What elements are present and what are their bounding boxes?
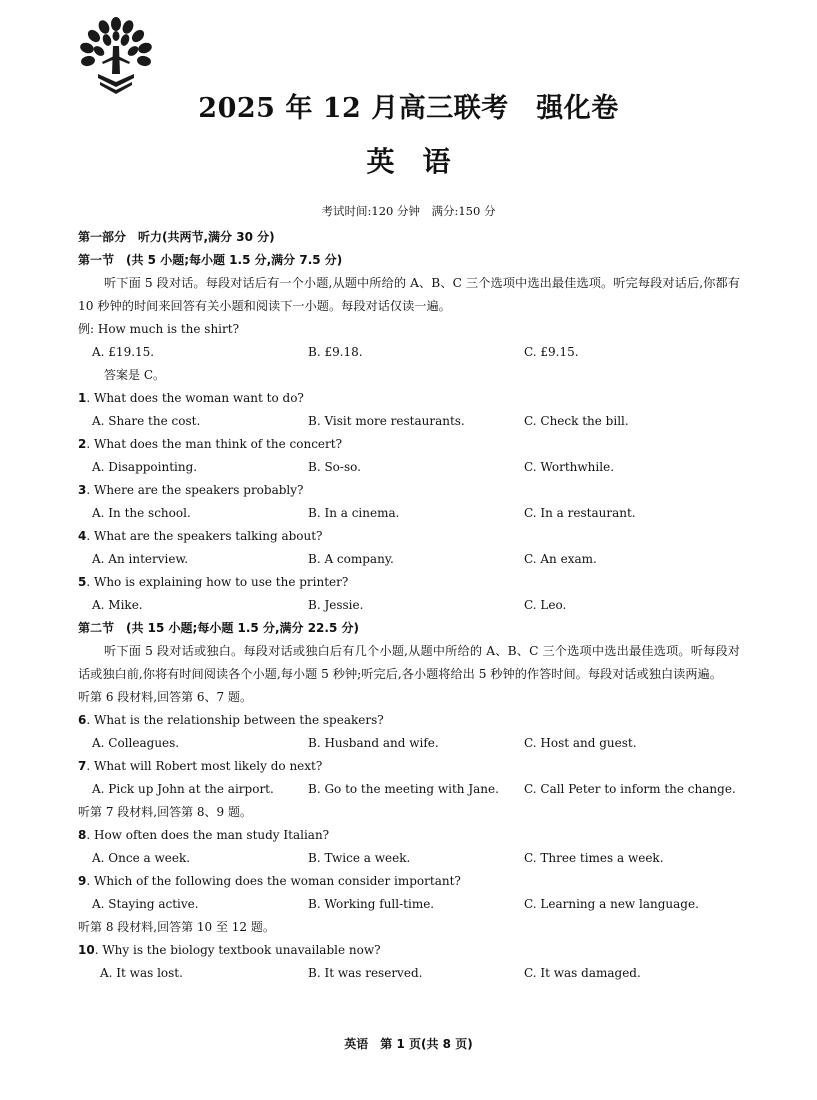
- question-9: [78, 870, 740, 893]
- option-c: C. £9.15.: [524, 345, 579, 359]
- option-b: B. So-so.: [308, 460, 361, 474]
- question-number: 1: [78, 391, 87, 405]
- question-text: . Why is the biology textbook unavailable now?: [94, 943, 381, 957]
- question-2-options: [78, 456, 740, 479]
- option-c: C. In a restaurant.: [524, 506, 636, 520]
- question-text: . Who is explaining how to use the printer?: [86, 575, 349, 589]
- question-8-options: [78, 847, 740, 870]
- material-8-note: 听第 8 段材料,回答第 10 至 12 题。: [78, 920, 275, 934]
- question-5: [78, 571, 740, 594]
- material-6-note: 听第 6 段材料,回答第 6、7 题。: [78, 690, 252, 704]
- option-a: A. Mike.: [92, 598, 143, 612]
- option-b: B. A company.: [308, 552, 394, 566]
- question-8: [78, 824, 740, 847]
- option-c: C. An exam.: [524, 552, 597, 566]
- section1-heading: 第一节 (共 5 小题;每小题 1.5 分,满分 7.5 分): [78, 253, 343, 267]
- example-options: [78, 341, 740, 364]
- option-b: B. Husband and wife.: [308, 736, 439, 750]
- exam-title: 2025 年 12 月高三联考 强化卷: [198, 93, 619, 124]
- publisher-logo-tree-book: [78, 16, 154, 96]
- option-a: A. In the school.: [92, 506, 191, 520]
- material-7-note: 听第 7 段材料,回答第 8、9 题。: [78, 805, 252, 819]
- question-number: 5: [78, 575, 87, 589]
- question-text: . How often does the man study Italian?: [86, 828, 330, 842]
- example-answer: 答案是 C。: [104, 368, 165, 382]
- option-c: C. Three times a week.: [524, 851, 664, 865]
- option-a: A. Colleagues.: [92, 736, 180, 750]
- part1-heading: 第一部分 听力(共两节,满分 30 分): [78, 230, 275, 244]
- option-a: A. Once a week.: [92, 851, 191, 865]
- question-6-options: [78, 732, 740, 755]
- section2-instructions: 听下面 5 段对话或独白。每段对话或独白后有几个小题,从题中所给的 A、B、C 三个选项中选出最佳选项。听每段对话或独白前,你将有时间阅读各个小题,每小题 5 秒钟;听完后,各小题将给出 5 秒钟的作答时间。每段对话或独白读两遍。: [78, 644, 740, 681]
- option-c: C. Host and guest.: [524, 736, 637, 750]
- question-2: [78, 433, 740, 456]
- option-a: A. £19.15.: [92, 345, 155, 359]
- option-a: A. Pick up John at the airport.: [92, 782, 274, 796]
- option-c: C. It was damaged.: [524, 966, 641, 980]
- option-a: A. Disappointing.: [92, 460, 198, 474]
- option-c: C. Call Peter to inform the change.: [524, 782, 736, 796]
- option-b: B. Visit more restaurants.: [308, 414, 465, 428]
- question-text: . What does the woman want to do?: [86, 391, 304, 405]
- subject-title: 英语: [366, 145, 479, 178]
- question-4-options: [78, 548, 740, 571]
- option-c: C. Check the bill.: [524, 414, 629, 428]
- question-number: 10: [78, 943, 95, 957]
- question-number: 4: [78, 529, 87, 543]
- option-b: B. £9.18.: [308, 345, 363, 359]
- question-10: [78, 939, 740, 962]
- section2-heading: 第二节 (共 15 小题;每小题 1.5 分,满分 22.5 分): [78, 621, 359, 635]
- option-b: B. Working full-time.: [308, 897, 435, 911]
- option-a: A. Share the cost.: [92, 414, 201, 428]
- question-7-options: [78, 778, 740, 801]
- page-footer: 英语 第 1 页(共 8 页): [344, 1037, 473, 1051]
- option-a: A. An interview.: [92, 552, 189, 566]
- question-9-options: [78, 893, 740, 916]
- question-number: 6: [78, 713, 87, 727]
- question-text: . What is the relationship between the speakers?: [86, 713, 384, 727]
- question-1-options: [78, 410, 740, 433]
- option-c: C. Leo.: [524, 598, 567, 612]
- option-b: B. Twice a week.: [308, 851, 411, 865]
- section1-instructions: 听下面 5 段对话。每段对话后有一个小题,从题中所给的 A、B、C 三个选项中选出最佳选项。听完每段对话后,你都有 10 秒钟的时间来回答有关小题和阅读下一小题。每段对话仅读一遍。: [78, 276, 740, 313]
- question-5-options: [78, 594, 740, 617]
- option-c: C. Worthwhile.: [524, 460, 615, 474]
- option-b: B. It was reserved.: [308, 966, 423, 980]
- question-number: 3: [78, 483, 87, 497]
- question-number: 7: [78, 759, 87, 773]
- question-text: . Which of the following does the woman consider important?: [86, 874, 461, 888]
- question-1: [78, 387, 740, 410]
- question-text: . What are the speakers talking about?: [86, 529, 323, 543]
- option-a: A. Staying active.: [92, 897, 199, 911]
- question-4: [78, 525, 740, 548]
- question-text: . Where are the speakers probably?: [86, 483, 304, 497]
- question-number: 9: [78, 874, 87, 888]
- question-number: 2: [78, 437, 87, 451]
- exam-info: 考试时间:120 分钟 满分:150 分: [321, 204, 496, 218]
- option-c: C. Learning a new language.: [524, 897, 699, 911]
- question-number: 8: [78, 828, 87, 842]
- exam-content: [78, 226, 740, 985]
- option-b: B. Jessie.: [308, 598, 364, 612]
- question-10-options: [78, 962, 740, 985]
- option-b: B. In a cinema.: [308, 506, 400, 520]
- question-7: [78, 755, 740, 778]
- question-text: . What does the man think of the concert?: [86, 437, 343, 451]
- example-question: 例: How much is the shirt?: [78, 322, 239, 336]
- question-3-options: [78, 502, 740, 525]
- question-text: . What will Robert most likely do next?: [86, 759, 323, 773]
- option-b: B. Go to the meeting with Jane.: [308, 782, 499, 796]
- option-a: A. It was lost.: [100, 966, 183, 980]
- question-6: [78, 709, 740, 732]
- question-3: [78, 479, 740, 502]
